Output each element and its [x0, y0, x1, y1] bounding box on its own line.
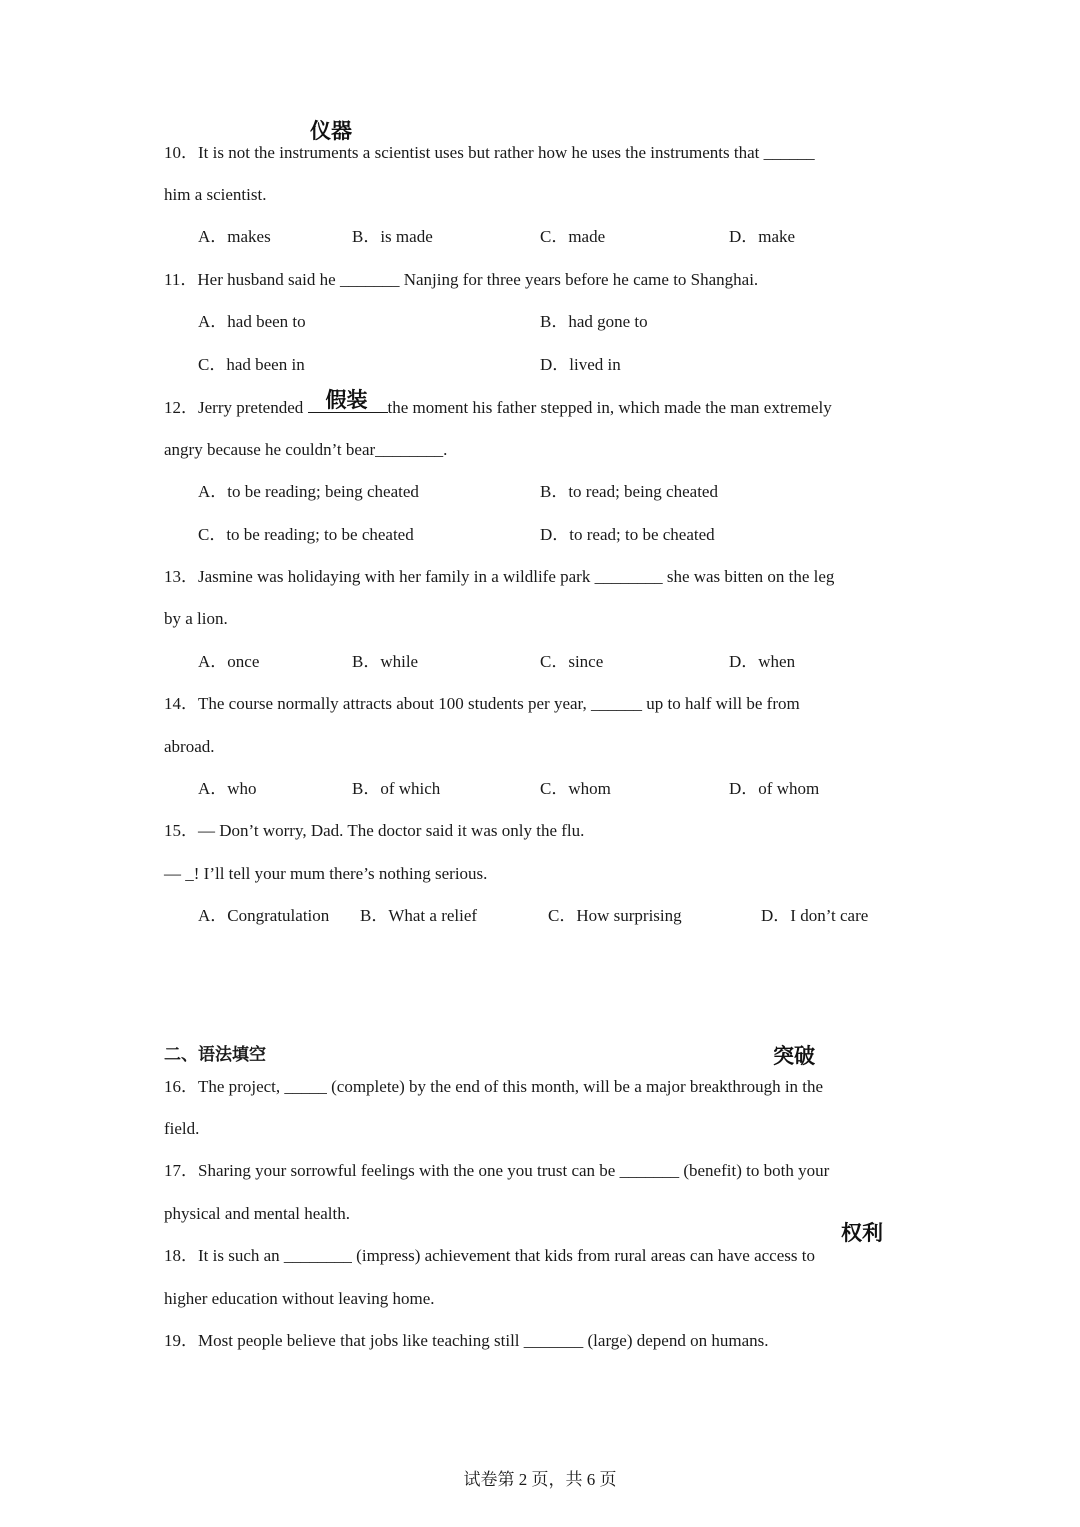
q16-line2: field. — [164, 1119, 200, 1138]
q10-line1: 10．It is not the instruments a scientist uses but rather how he uses the instruments that ______ — [164, 143, 815, 162]
q10-option-c[interactable]: C．made — [540, 227, 606, 246]
q12-line1-end: the moment his father stepped in, which made the man extremely — [387, 398, 832, 417]
q19-line1: 19．Most people believe that jobs like teaching still _______ (large) depend on humans. — [164, 1331, 769, 1350]
q13-line1: 13．Jasmine was holidaying with her family in a wildlife park ________ she was bitten on the leg — [164, 567, 835, 586]
q10-line2: him a scientist. — [164, 185, 267, 204]
q11-option-b[interactable]: B．had gone to — [540, 312, 648, 331]
q17-line1: 17．Sharing your sorrowful feelings with the one you trust can be _______ (benefit) to both your — [164, 1161, 830, 1180]
q17-line2: physical and mental health. — [164, 1204, 350, 1223]
q12-option-a[interactable]: A．to be reading; being cheated — [198, 482, 419, 501]
page-footer: 试卷第 2 页，共 6 页 — [463, 1470, 617, 1489]
q13-option-c[interactable]: C．since — [540, 652, 604, 671]
q11-option-c[interactable]: C．had been in — [198, 355, 305, 374]
q12-line2: angry because he couldn’t bear________. — [164, 440, 448, 459]
annotation-breakthrough: 突破 — [773, 1044, 815, 1068]
q12-option-b[interactable]: B．to read; being cheated — [540, 482, 718, 501]
q13-option-d[interactable]: D．when — [729, 652, 796, 671]
q14-option-b[interactable]: B．of which — [352, 779, 441, 798]
q14-line1: 14．The course normally attracts about 100 students per year, ______ up to half will be from — [164, 694, 800, 713]
q18-line1: 18．It is such an ________ (impress) achievement that kids from rural areas can have access to — [164, 1246, 815, 1265]
q10-option-b[interactable]: B．is made — [352, 227, 433, 246]
q11-option-a[interactable]: A．had been to — [198, 312, 306, 331]
q15-line2: — _! I’ll tell your mum there’s nothing serious. — [164, 864, 488, 883]
q13-option-b[interactable]: B．while — [352, 652, 419, 671]
q15-option-b[interactable]: B．What a relief — [360, 906, 478, 925]
q18-line2: higher education without leaving home. — [164, 1289, 435, 1308]
q16-line1: 16．The project, _____ (complete) by the end of this month, will be a major breakthrough in the — [164, 1077, 824, 1096]
q14-option-a[interactable]: A．who — [198, 779, 257, 798]
annotation-instruments: 仪器 — [310, 119, 352, 143]
q14-line2: abroad. — [164, 737, 215, 756]
q13-option-a[interactable]: A．once — [198, 652, 260, 671]
q15-option-a[interactable]: A．Congratulation — [198, 906, 330, 925]
q15-line1: 15．— Don’t worry, Dad. The doctor said it was only the flu. — [164, 821, 585, 840]
q12-line1-start: 12．Jerry pretended — [164, 398, 308, 417]
section-heading-grammar: 二、语法填空 — [164, 1045, 266, 1065]
q10-option-a[interactable]: A．makes — [198, 227, 271, 246]
q11-line1: 11．Her husband said he _______ Nanjing for three years before he came to Shanghai. — [164, 270, 759, 289]
q15-option-d[interactable]: D．I don’t care — [761, 906, 869, 925]
q14-option-d[interactable]: D．of whom — [729, 779, 820, 798]
q15-option-c[interactable]: C．How surprising — [548, 906, 682, 925]
q12-option-c[interactable]: C．to be reading; to be cheated — [198, 525, 414, 544]
annotation-rights: 权利 — [841, 1221, 883, 1245]
q11-option-d[interactable]: D．lived in — [540, 355, 621, 374]
q10-option-d[interactable]: D．make — [729, 227, 796, 246]
q14-option-c[interactable]: C．whom — [540, 779, 611, 798]
q12-line1 — [164, 388, 832, 419]
q12-option-d[interactable]: D．to read; to be cheated — [540, 525, 715, 544]
q12-blank — [308, 388, 388, 413]
annotation-pretend: 假装 — [325, 388, 368, 412]
q13-line2: by a lion. — [164, 609, 228, 628]
